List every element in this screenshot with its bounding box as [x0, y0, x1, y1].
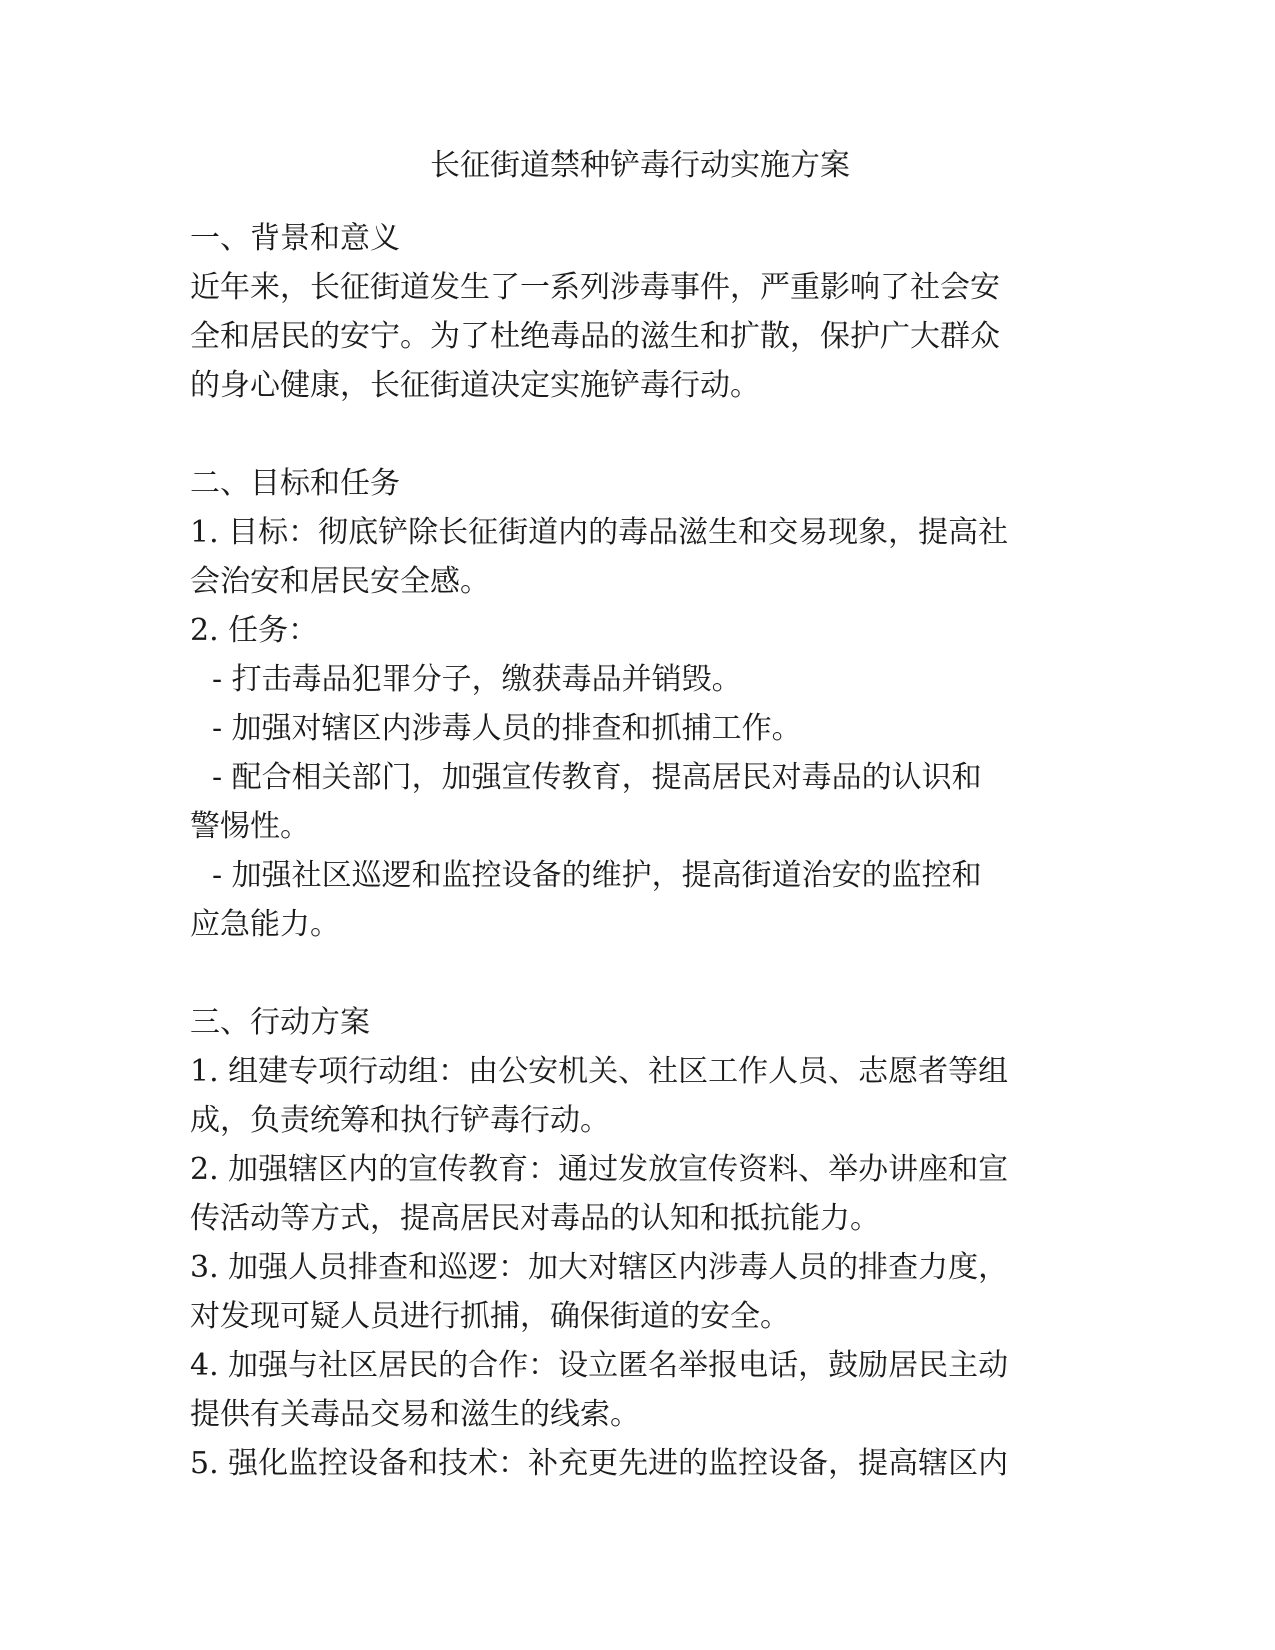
blank-line — [190, 410, 1090, 459]
paragraph-line: 1. 组建专项行动组：由公安机关、社区工作人员、志愿者等组 — [190, 1054, 1009, 1089]
list-item: - 配合相关部门，加强宣传教育，提高居民对毒品的认识和 — [212, 760, 982, 795]
section-heading: 二、目标和任务 — [190, 466, 400, 501]
document-title: 长征街道禁种铲毒行动实施方案 — [430, 148, 850, 183]
list-item: - 加强对辖区内涉毒人员的排查和抓捕工作。 — [212, 711, 802, 746]
paragraph-line: 成，负责统筹和执行铲毒行动。 — [190, 1103, 610, 1138]
paragraph-line: 全和居民的安宁。为了杜绝毒品的滋生和扩散，保护广大群众 — [190, 319, 1000, 354]
paragraph-line: 应急能力。 — [190, 907, 340, 942]
paragraph-line: 提供有关毒品交易和滋生的线索。 — [190, 1397, 640, 1432]
paragraph-line: 近年来，长征街道发生了一系列涉毒事件，严重影响了社会安 — [190, 270, 1000, 305]
blank-line — [190, 949, 1090, 998]
section-background — [190, 214, 1090, 459]
section-heading: 一、背景和意义 — [190, 221, 400, 256]
paragraph-line: 警惕性。 — [190, 809, 310, 844]
list-item: - 打击毒品犯罪分子，缴获毒品并销毁。 — [212, 662, 742, 697]
paragraph-line: 3. 加强人员排查和巡逻：加大对辖区内涉毒人员的排查力度， — [190, 1250, 1009, 1285]
paragraph-line: 4. 加强与社区居民的合作：设立匿名举报电话，鼓励居民主动 — [190, 1348, 1009, 1383]
paragraph-line: 1. 目标：彻底铲除长征街道内的毒品滋生和交易现象，提高社 — [190, 515, 1009, 550]
list-item: - 加强社区巡逻和监控设备的维护，提高街道治安的监控和 — [212, 858, 982, 893]
paragraph-line: 对发现可疑人员进行抓捕，确保街道的安全。 — [190, 1299, 790, 1334]
section-action-plan — [190, 998, 1090, 1488]
paragraph-line: 传活动等方式，提高居民对毒品的认知和抵抗能力。 — [190, 1201, 880, 1236]
paragraph-line: 5. 强化监控设备和技术：补充更先进的监控设备，提高辖区内 — [190, 1446, 1009, 1481]
document-page — [190, 142, 1090, 1488]
section-heading: 三、行动方案 — [190, 1005, 370, 1040]
paragraph-line: 会治安和居民安全感。 — [190, 564, 490, 599]
paragraph-line: 2. 加强辖区内的宣传教育：通过发放宣传资料、举办讲座和宣 — [190, 1152, 1009, 1187]
section-goals — [190, 459, 1090, 998]
paragraph-line: 的身心健康，长征街道决定实施铲毒行动。 — [190, 368, 760, 403]
paragraph-line: 2. 任务： — [190, 613, 319, 648]
